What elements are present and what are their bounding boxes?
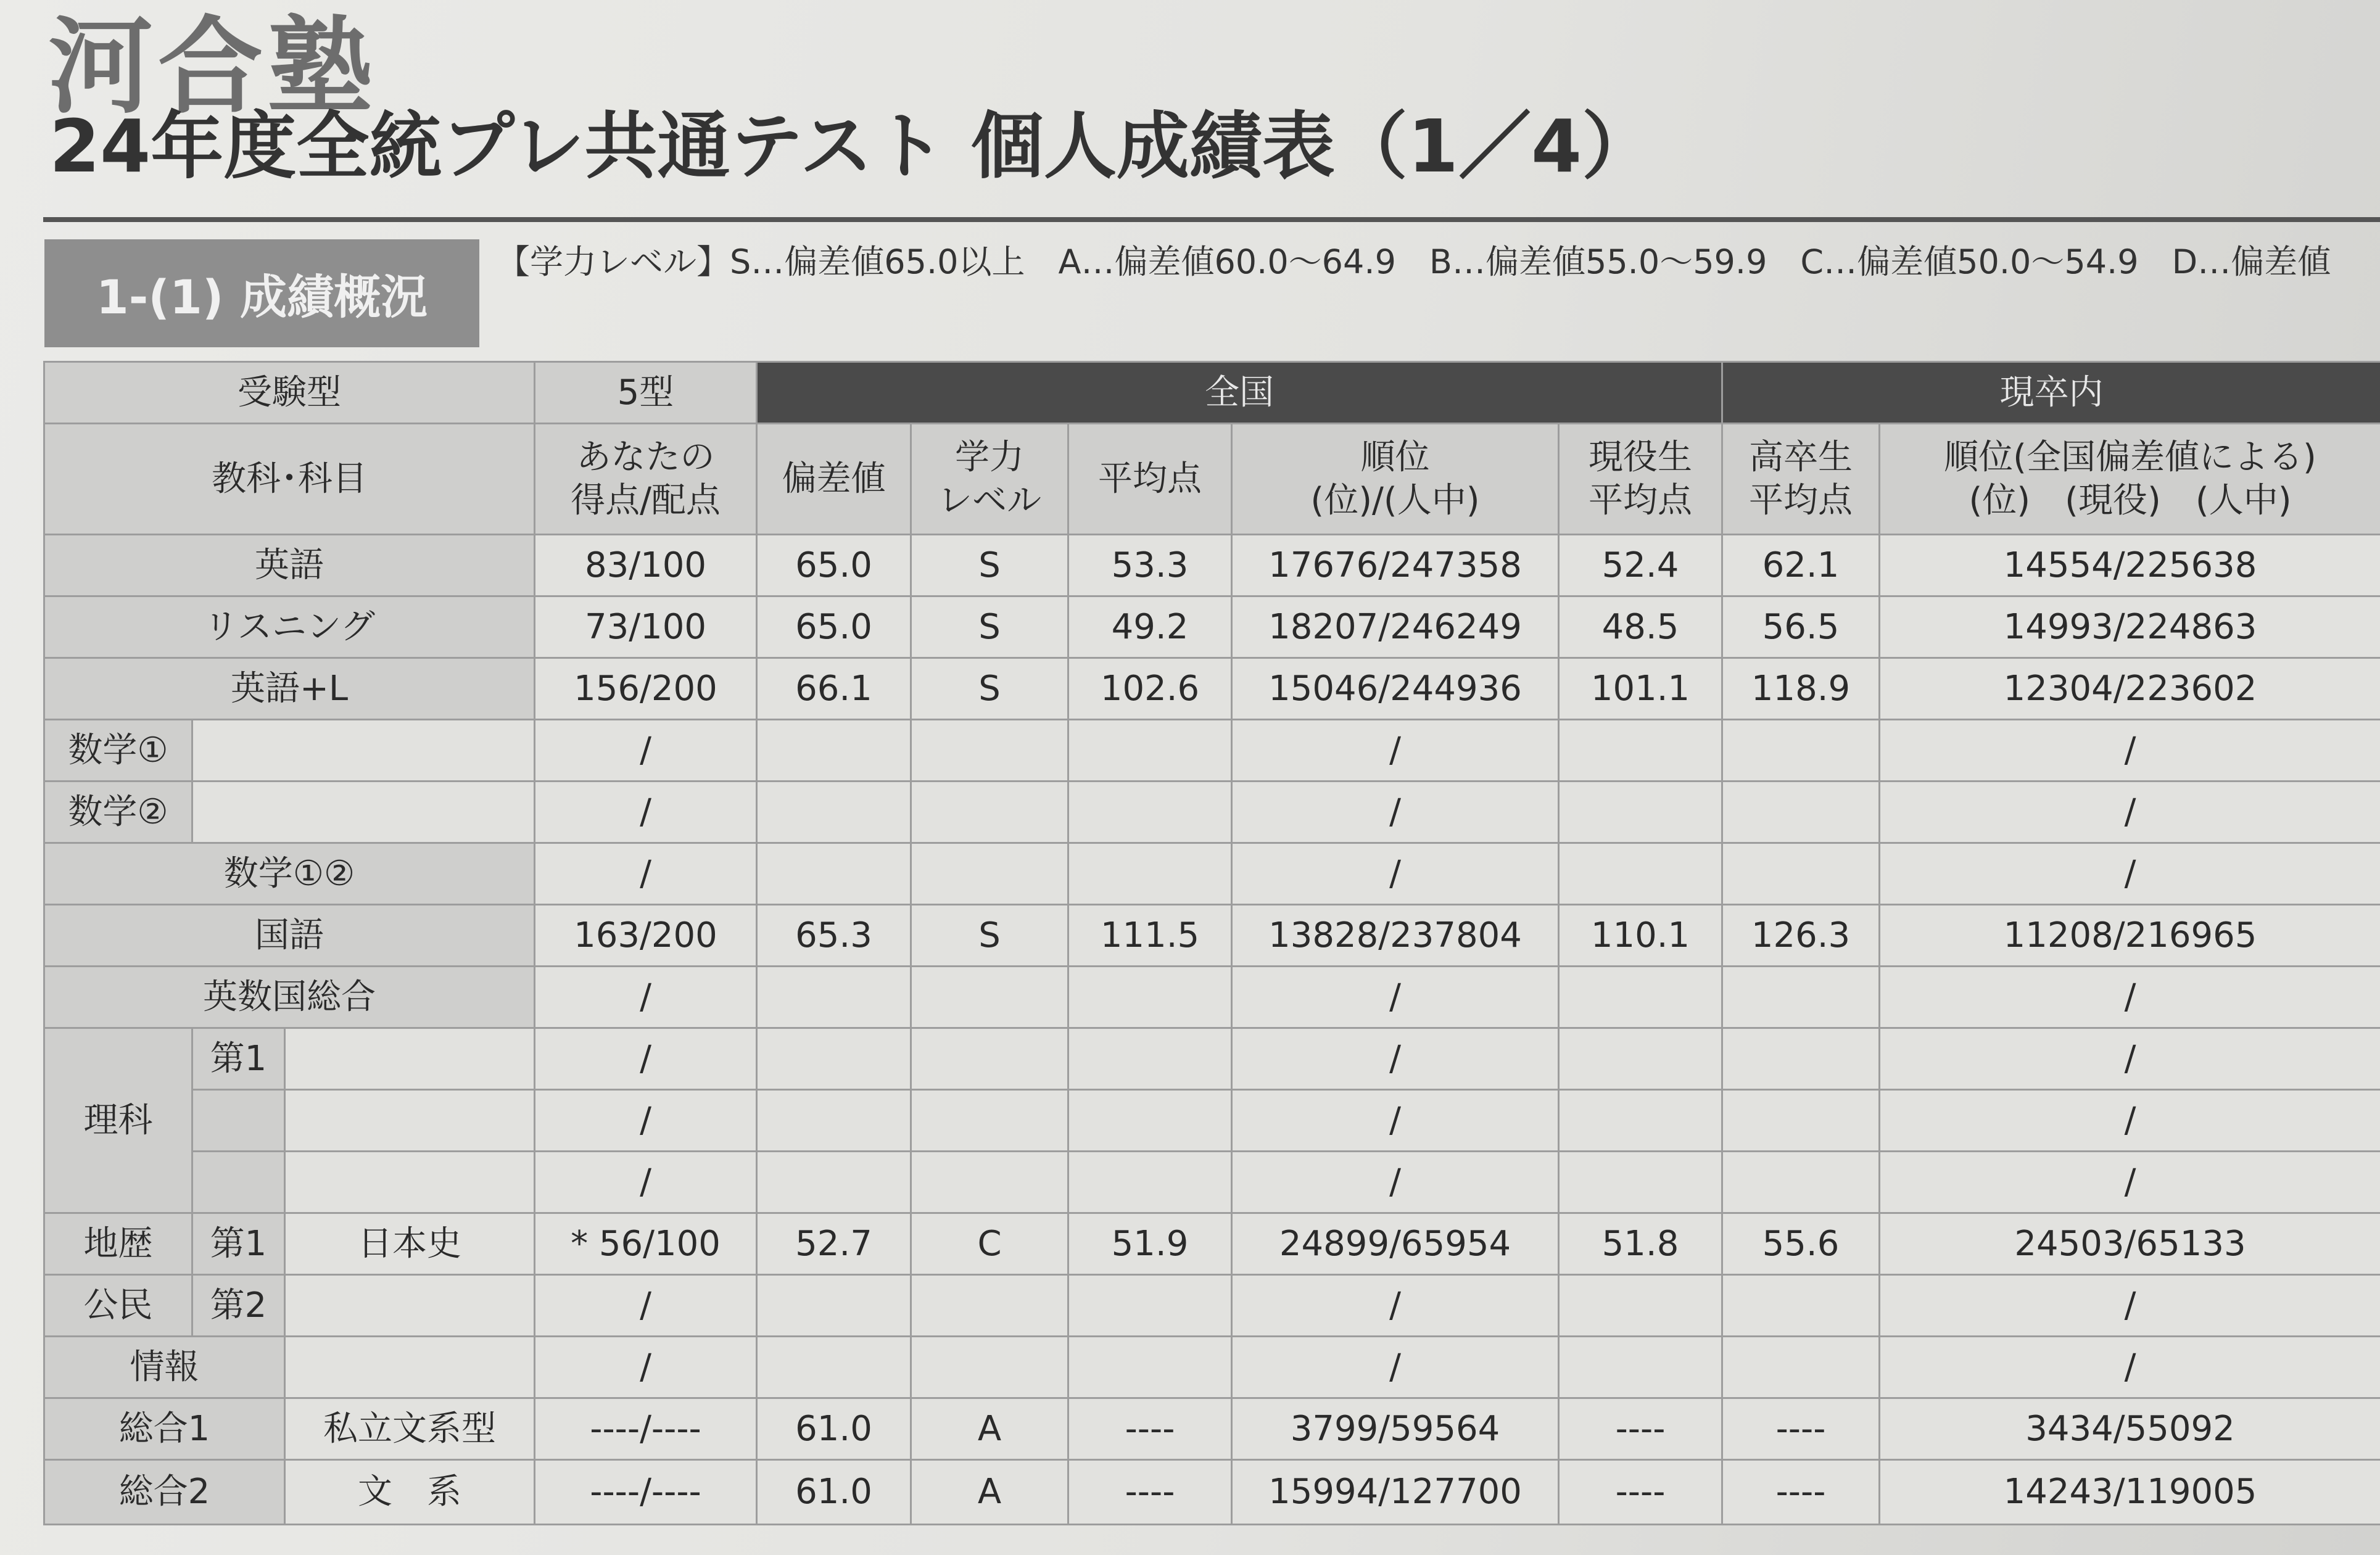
- rank-cell: 3799/59564: [1232, 1398, 1559, 1460]
- table-row: [44, 596, 2380, 658]
- history-subject-name: 日本史: [285, 1213, 535, 1275]
- score-cell: 73/100: [535, 596, 757, 658]
- table-row: [44, 843, 2380, 905]
- deviation-cell: [757, 1090, 911, 1152]
- deviation-cell: 61.0: [757, 1398, 911, 1460]
- level-cell: [911, 843, 1068, 905]
- rank-within-cell: 12304/223602: [1880, 658, 2380, 720]
- deviation-cell: [757, 720, 911, 782]
- subject-math2: 数学②: [44, 782, 192, 843]
- graduate-avg-cell: 126.3: [1722, 905, 1880, 967]
- current-avg-cell: ----: [1559, 1398, 1722, 1460]
- average-cell: [1068, 782, 1232, 843]
- subject-detail-cell: [285, 1028, 535, 1090]
- level-cell: S: [911, 535, 1068, 596]
- deviation-cell: [757, 1152, 911, 1213]
- current-avg-cell: 101.1: [1559, 658, 1722, 720]
- table-row: [44, 1275, 2380, 1337]
- rank-within-cell: /: [1880, 1152, 2380, 1213]
- graduates-within-header: 現卒内: [1722, 362, 2380, 424]
- deviation-cell: 65.0: [757, 535, 911, 596]
- rank-cell: 17676/247358: [1232, 535, 1559, 596]
- average-cell: ----: [1068, 1398, 1232, 1460]
- current-avg-cell: [1559, 1152, 1722, 1213]
- score-cell: /: [535, 1152, 757, 1213]
- rank-cell: /: [1232, 967, 1559, 1028]
- current-avg-cell: 48.5: [1559, 596, 1722, 658]
- level-cell: [911, 1152, 1068, 1213]
- average-cell: [1068, 720, 1232, 782]
- current-avg-cell: ----: [1559, 1460, 1722, 1525]
- score-cell: /: [535, 720, 757, 782]
- deviation-cell: 65.0: [757, 596, 911, 658]
- deviation-cell: [757, 1337, 911, 1398]
- subject-math1: 数学①: [44, 720, 192, 782]
- science-slot-3: [192, 1152, 285, 1213]
- table-row: [44, 1152, 2380, 1213]
- table-row: [44, 535, 2380, 596]
- graduate-avg-cell: ----: [1722, 1460, 1880, 1525]
- score-cell: /: [535, 1090, 757, 1152]
- score-cell: /: [535, 843, 757, 905]
- rank-within-cell: /: [1880, 843, 2380, 905]
- level-cell: A: [911, 1460, 1068, 1525]
- rank-cell: /: [1232, 1275, 1559, 1337]
- graduate-avg-cell: [1722, 967, 1880, 1028]
- average-cell: [1068, 843, 1232, 905]
- average-cell: 51.9: [1068, 1213, 1232, 1275]
- kawaijuku-logo: 河合塾: [48, 6, 378, 128]
- rank-within-cell: 11208/216965: [1880, 905, 2380, 967]
- rank-cell: /: [1232, 720, 1559, 782]
- rank-within-cell: 14993/224863: [1880, 596, 2380, 658]
- graduate-avg-header: 高卒生 平均点: [1722, 424, 1880, 535]
- subject-total2: 総合2: [44, 1460, 285, 1525]
- table-row: [44, 1090, 2380, 1152]
- total2-type: 文 系: [285, 1460, 535, 1525]
- graduate-avg-cell: [1722, 1275, 1880, 1337]
- score-cell: ----/----: [535, 1398, 757, 1460]
- subject-math12: 数学①②: [44, 843, 535, 905]
- graduate-avg-cell: ----: [1722, 1398, 1880, 1460]
- subject-english-l: 英語+L: [44, 658, 535, 720]
- average-header: 平均点: [1068, 424, 1232, 535]
- rank-cell: 24899/65954: [1232, 1213, 1559, 1275]
- level-cell: [911, 1275, 1068, 1337]
- rank-cell: /: [1232, 1152, 1559, 1213]
- rank-within-cell: /: [1880, 1028, 2380, 1090]
- level-legend: 【学力レベル】S…偏差値65.0以上 A…偏差値60.0〜64.9 B…偏差値55.0〜59.9 C…偏差値50.0〜54.9 D…偏差値: [497, 242, 2331, 281]
- subject-info: 情報: [44, 1337, 285, 1398]
- score-cell: 163/200: [535, 905, 757, 967]
- subject-japanese: 国語: [44, 905, 535, 967]
- subject-detail-cell: [285, 1275, 535, 1337]
- deviation-cell: 65.3: [757, 905, 911, 967]
- current-avg-cell: 51.8: [1559, 1213, 1722, 1275]
- level-cell: S: [911, 658, 1068, 720]
- subject-detail-cell: [285, 1337, 535, 1398]
- rank-cell: /: [1232, 843, 1559, 905]
- history-slot-2: 第2: [192, 1275, 285, 1337]
- rank-cell: 15994/127700: [1232, 1460, 1559, 1525]
- level-cell: [911, 967, 1068, 1028]
- current-avg-cell: [1559, 1275, 1722, 1337]
- score-cell: /: [535, 782, 757, 843]
- subject-total1: 総合1: [44, 1398, 285, 1460]
- table-row: [44, 905, 2380, 967]
- score-cell: ----/----: [535, 1460, 757, 1525]
- rank-within-cell: /: [1880, 1337, 2380, 1398]
- rank-within-cell: /: [1880, 720, 2380, 782]
- subject-detail-cell: [285, 1152, 535, 1213]
- rank-within-cell: 14554/225638: [1880, 535, 2380, 596]
- graduate-avg-cell: 56.5: [1722, 596, 1880, 658]
- average-cell: [1068, 1275, 1232, 1337]
- current-avg-cell: [1559, 1090, 1722, 1152]
- table-row: [44, 1213, 2380, 1275]
- science-slot-2: [192, 1090, 285, 1152]
- your-score-header: あなたの 得点/配点: [535, 424, 757, 535]
- current-avg-cell: 52.4: [1559, 535, 1722, 596]
- rank-header: 順位 (位)/(人中): [1232, 424, 1559, 535]
- graduate-avg-cell: [1722, 1090, 1880, 1152]
- graduate-avg-cell: 55.6: [1722, 1213, 1880, 1275]
- table-row: [44, 1398, 2380, 1460]
- current-avg-cell: [1559, 720, 1722, 782]
- graduate-avg-cell: [1722, 782, 1880, 843]
- rank-cell: 15046/244936: [1232, 658, 1559, 720]
- average-cell: 111.5: [1068, 905, 1232, 967]
- rank-cell: 18207/246249: [1232, 596, 1559, 658]
- score-cell: /: [535, 1337, 757, 1398]
- graduate-avg-cell: [1722, 1028, 1880, 1090]
- graduate-avg-cell: [1722, 720, 1880, 782]
- graduate-avg-cell: [1722, 1337, 1880, 1398]
- level-header: 学力 レベル: [911, 424, 1068, 535]
- deviation-cell: [757, 967, 911, 1028]
- section-label: 1-(1) 成績概況: [44, 239, 479, 347]
- subject-detail-cell: [192, 782, 535, 843]
- rank-cell: 13828/237804: [1232, 905, 1559, 967]
- average-cell: 53.3: [1068, 535, 1232, 596]
- total1-type: 私立文系型: [285, 1398, 535, 1460]
- subject-detail-cell: [285, 1090, 535, 1152]
- graduate-avg-cell: 62.1: [1722, 535, 1880, 596]
- table-row: [44, 658, 2380, 720]
- score-cell: 83/100: [535, 535, 757, 596]
- table-row: [44, 782, 2380, 843]
- exam-type-value: 5型: [535, 362, 757, 424]
- current-avg-cell: 110.1: [1559, 905, 1722, 967]
- level-cell: [911, 1028, 1068, 1090]
- average-cell: [1068, 1090, 1232, 1152]
- rank-within-cell: 3434/55092: [1880, 1398, 2380, 1460]
- subject-civics: 公民: [44, 1275, 192, 1337]
- table-row: [44, 1028, 2380, 1090]
- subject-science: 理科: [44, 1028, 192, 1213]
- level-cell: S: [911, 905, 1068, 967]
- current-avg-cell: [1559, 1337, 1722, 1398]
- level-cell: [911, 1090, 1068, 1152]
- deviation-cell: [757, 782, 911, 843]
- subject-history: 地歴: [44, 1213, 192, 1275]
- header-row-columns: [44, 424, 2380, 535]
- history-slot-1: 第1: [192, 1213, 285, 1275]
- average-cell: 49.2: [1068, 596, 1232, 658]
- exam-type-label: 受験型: [44, 362, 535, 424]
- subject-listening: リスニング: [44, 596, 535, 658]
- rank-cell: /: [1232, 1028, 1559, 1090]
- score-cell: 156/200: [535, 658, 757, 720]
- rank-within-cell: /: [1880, 1090, 2380, 1152]
- level-cell: [911, 1337, 1068, 1398]
- average-cell: [1068, 1028, 1232, 1090]
- deviation-cell: 61.0: [757, 1460, 911, 1525]
- table-row: [44, 720, 2380, 782]
- score-cell: /: [535, 1275, 757, 1337]
- score-cell: /: [535, 967, 757, 1028]
- graduate-avg-cell: [1722, 1152, 1880, 1213]
- graduate-avg-cell: [1722, 843, 1880, 905]
- subject-emj-total: 英数国総合: [44, 967, 535, 1028]
- current-avg-cell: [1559, 1028, 1722, 1090]
- rank-within-header: 順位(全国偏差値による) (位) (現役) (人中): [1880, 424, 2380, 535]
- average-cell: 102.6: [1068, 658, 1232, 720]
- average-cell: ----: [1068, 1460, 1232, 1525]
- current-avg-cell: [1559, 967, 1722, 1028]
- score-cell: * 56/100: [535, 1213, 757, 1275]
- document-title: 24年度全統プレ共通テスト 個人成績表（1／4）: [49, 104, 1655, 189]
- table-row: [44, 1460, 2380, 1525]
- title-divider: [43, 217, 2380, 222]
- table-row: [44, 967, 2380, 1028]
- subject-detail-cell: [192, 720, 535, 782]
- deviation-cell: 66.1: [757, 658, 911, 720]
- current-avg-cell: [1559, 782, 1722, 843]
- score-cell: /: [535, 1028, 757, 1090]
- header-row-exam-type: [44, 362, 2380, 424]
- rank-within-cell: /: [1880, 967, 2380, 1028]
- subject-english: 英語: [44, 535, 535, 596]
- average-cell: [1068, 967, 1232, 1028]
- rank-within-cell: /: [1880, 1275, 2380, 1337]
- level-cell: [911, 720, 1068, 782]
- current-avg-cell: [1559, 843, 1722, 905]
- graduate-avg-cell: 118.9: [1722, 658, 1880, 720]
- nationwide-header: 全国: [757, 362, 1722, 424]
- deviation-cell: [757, 1028, 911, 1090]
- rank-cell: /: [1232, 1090, 1559, 1152]
- level-cell: C: [911, 1213, 1068, 1275]
- level-cell: S: [911, 596, 1068, 658]
- deviation-cell: [757, 843, 911, 905]
- subject-header: 教科･科目: [44, 424, 535, 535]
- rank-within-cell: 14243/119005: [1880, 1460, 2380, 1525]
- science-slot-1: 第1: [192, 1028, 285, 1090]
- deviation-cell: [757, 1275, 911, 1337]
- score-table: [43, 361, 2380, 1525]
- deviation-cell: 52.7: [757, 1213, 911, 1275]
- rank-cell: /: [1232, 782, 1559, 843]
- rank-cell: /: [1232, 1337, 1559, 1398]
- rank-within-cell: 24503/65133: [1880, 1213, 2380, 1275]
- rank-within-cell: /: [1880, 782, 2380, 843]
- deviation-header: 偏差値: [757, 424, 911, 535]
- table-row: [44, 1337, 2380, 1398]
- level-cell: A: [911, 1398, 1068, 1460]
- average-cell: [1068, 1337, 1232, 1398]
- level-cell: [911, 782, 1068, 843]
- current-student-avg-header: 現役生 平均点: [1559, 424, 1722, 535]
- average-cell: [1068, 1152, 1232, 1213]
